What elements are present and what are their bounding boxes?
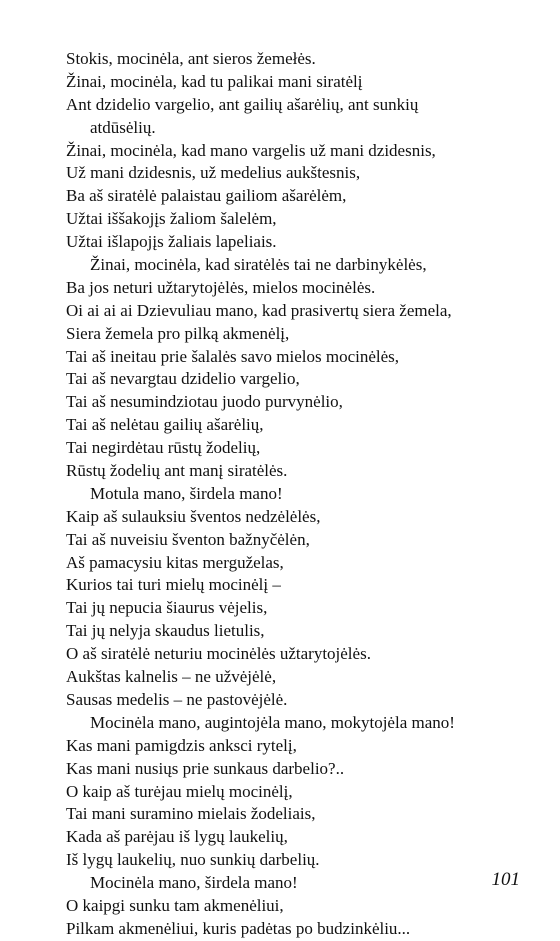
poem-line: Stokis, mocinėla, ant sieros žemełės.: [66, 49, 316, 68]
poem-line: Žinai, mocinėla, kad siratėlės tai ne darbinykėlės,: [90, 255, 427, 275]
poem-line: Oi ai ai ai Dzievuliau mano, kad prasivertų siera žemela,: [66, 300, 452, 320]
poem-line: Tai aš nevargtau dzidelio vargelio,: [66, 369, 300, 389]
poem-line: O aš siratėlė neturiu mocinėlės užtarytojėlės.: [66, 644, 371, 664]
poem-line: Tai jų nepucia šiaurus vėjelis,: [66, 598, 268, 618]
poem-line: Užtai išlapojįs žaliais lapeliais.: [66, 232, 277, 252]
poem-line: O kaipgi sunku tam akmenėliui,: [66, 895, 284, 915]
poem-line: Kas mani pamigdzis anksci rytelį,: [66, 735, 297, 755]
poem-line: Mocinėla mano, augintojėla mano, mokytojėla mano!: [90, 712, 455, 732]
poem-line: Tai aš nuveisiu šventon bažnyčėlėn,: [66, 529, 310, 549]
poem-line: Mocinėla mano, širdela mano!: [90, 873, 298, 893]
poem-line: Pilkam akmenėliui, kuris padėtas po budzinkėliu...: [66, 918, 411, 938]
poem-line: Aš pamacysiu kitas merguželas,: [66, 552, 284, 572]
poem-line: Kada aš parėjau iš lygų laukelių,: [66, 827, 288, 847]
poem-line: Tai aš ineitau prie šalalės savo mielos mocinėlės,: [66, 346, 400, 366]
poem-line: Sausas medelis – ne pastovėjėlė.: [66, 689, 288, 709]
poem-line: Ant dzidelio vargelio, ant gailių ašarėlių, ant sunkių: [66, 94, 419, 114]
poem-line: Ba aš siratėlė palaistau gailiom ašarėlėm,: [66, 186, 347, 206]
poem-line: Tai negirdėtau rūstų žodelių,: [66, 438, 261, 458]
poem-line: Kurios tai turi mielų mocinėlį –: [66, 575, 281, 595]
poem-line: Iš lygų laukelių, nuo sunkių darbelių.: [66, 850, 320, 870]
poem-line: Tai jų nelyja skaudus lietulis,: [66, 621, 265, 641]
poem-text: [0, 48, 560, 941]
poem-line: Rūstų žodelių ant manį siratėlės.: [66, 461, 288, 481]
poem-line: Ba jos neturi užtarytojėlės, mielos mocinėlės.: [66, 277, 376, 297]
poem-line: Motula mano, širdela mano!: [90, 483, 283, 503]
poem-line: Tai mani suramino mielais žodeliais,: [66, 804, 316, 824]
poem-line: Užtai iššakojįs žaliom šalelėm,: [66, 209, 277, 229]
poem-line: Už mani dzidesnis, už medelius aukštesnis,: [66, 163, 361, 183]
poem-line: Kaip aš sulauksiu šventos nedzėlėlės,: [66, 506, 321, 526]
poem-line: Žinai, mocinėla, kad mano vargelis už mani dzidesnis,: [66, 140, 436, 160]
poem-line: Kas mani nusiųs prie sunkaus darbelio?..: [66, 758, 345, 778]
poem-line: O kaip aš turėjau mielų mocinėlį,: [66, 781, 293, 801]
poem-line: Žinai, mocinėla, kad tu palikai mani siratėlį: [66, 71, 363, 91]
page-number: 101: [491, 869, 520, 890]
poem-line: Aukštas kalnelis – ne užvėjėlė,: [66, 667, 277, 687]
poem-line: Tai aš nelėtau gailių ašarėlių,: [66, 415, 264, 435]
poem-line: atdūsėlių.: [90, 117, 156, 137]
poem-line: Siera žemela pro pilką akmenėlį,: [66, 323, 290, 343]
poem-line: Tai aš nesumindziotau juodo purvynėlio,: [66, 392, 343, 412]
